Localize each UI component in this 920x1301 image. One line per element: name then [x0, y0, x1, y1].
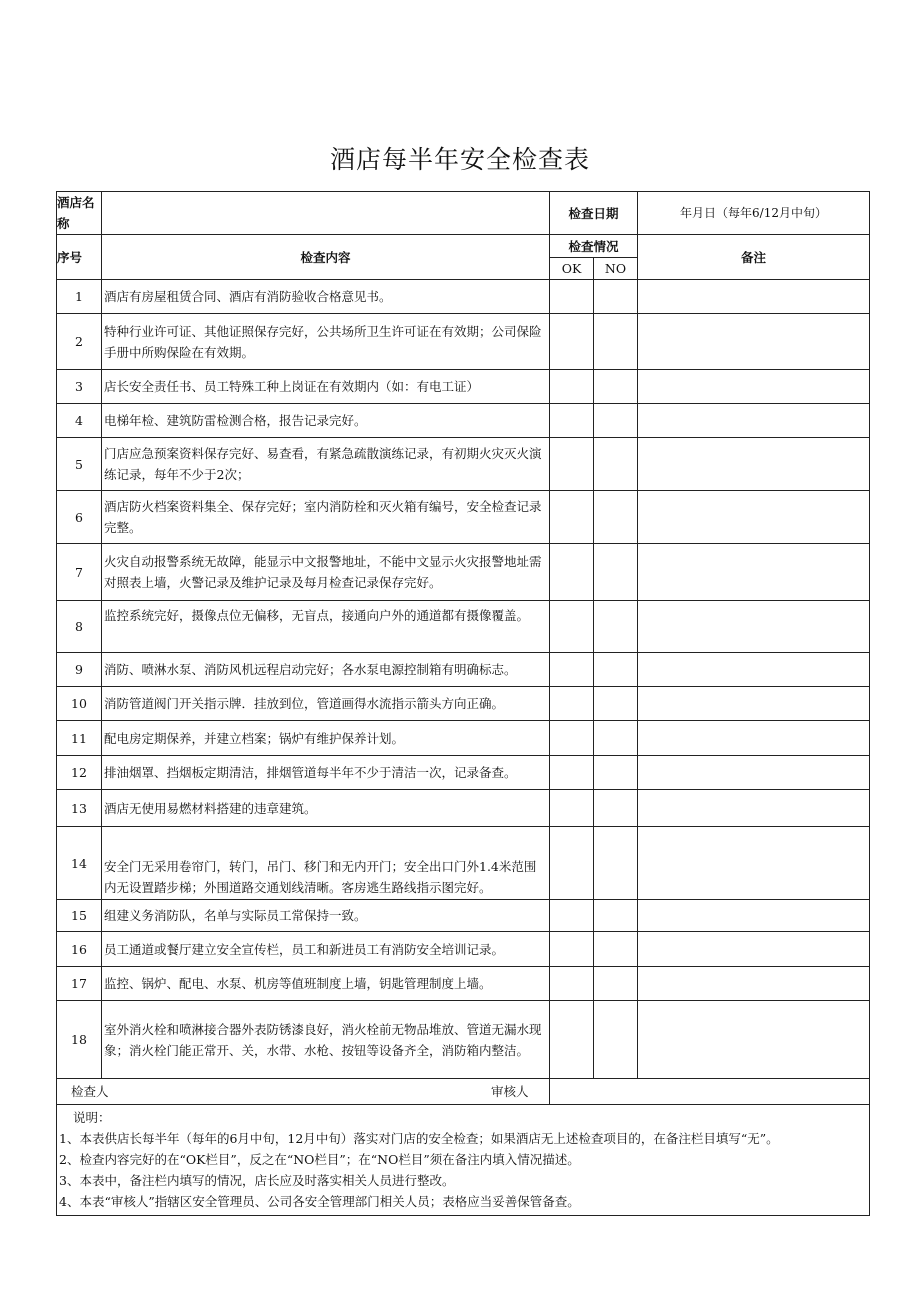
- item-number: 18: [57, 1001, 102, 1079]
- table-row: [57, 900, 870, 932]
- no-cell[interactable]: [594, 756, 638, 790]
- notes-section: [57, 1105, 870, 1216]
- no-cell[interactable]: [594, 967, 638, 1001]
- item-content: 火灾自动报警系统无故障，能显示中文报警地址，不能中文显示火灾报警地址需对照表上墙，火警记录及维护记录及每月检查记录保存完好。: [102, 544, 550, 601]
- remarks-cell[interactable]: [638, 404, 870, 438]
- ok-cell[interactable]: [550, 404, 594, 438]
- note-line: 1、本表供店长每半年（每年的6月中旬，12月中旬）落实对门店的安全检查；如果酒店无上述检查项目的，在备注栏目填写“无”。: [59, 1131, 779, 1146]
- no-cell[interactable]: [594, 1001, 638, 1079]
- remarks-cell[interactable]: [638, 827, 870, 900]
- table-row: [57, 827, 870, 900]
- hotel-info-row: [57, 192, 870, 235]
- remarks-cell[interactable]: [638, 900, 870, 932]
- table-row: [57, 687, 870, 721]
- ok-cell[interactable]: [550, 687, 594, 721]
- table-row: [57, 314, 870, 370]
- no-header: NO: [594, 258, 638, 280]
- item-content: 特种行业许可证、其他证照保存完好，公共场所卫生许可证在有效期；公司保险手册中所购保险在有效期。: [102, 314, 550, 370]
- item-content: 员工通道或餐厅建立安全宣传栏，员工和新进员工有消防安全培训记录。: [102, 932, 550, 967]
- hotel-name-label: 酒店名称: [57, 192, 102, 235]
- item-number: 10: [57, 687, 102, 721]
- reviewer-label: 审核人: [491, 1084, 529, 1099]
- ok-cell[interactable]: [550, 790, 594, 827]
- ok-cell[interactable]: [550, 756, 594, 790]
- item-number: 15: [57, 900, 102, 932]
- table-row: [57, 653, 870, 687]
- item-number: 11: [57, 721, 102, 756]
- ok-header: OK: [550, 258, 594, 280]
- item-number: 13: [57, 790, 102, 827]
- item-number: 14: [57, 827, 102, 900]
- no-cell[interactable]: [594, 827, 638, 900]
- remarks-cell[interactable]: [638, 491, 870, 544]
- item-content: 配电房定期保养，并建立档案；锅炉有维护保养计划。: [102, 721, 550, 756]
- note-line: 2、检查内容完好的在“OK栏目”，反之在“NO栏目”；在“NO栏目”须在备注内填入情况描述。: [59, 1152, 580, 1167]
- content-header: 检查内容: [102, 235, 550, 280]
- table-row: [57, 932, 870, 967]
- item-number: 3: [57, 370, 102, 404]
- remarks-cell[interactable]: [638, 932, 870, 967]
- item-content: 消防、喷淋水泵、消防风机远程启动完好；各水泵电源控制箱有明确标志。: [102, 653, 550, 687]
- note-line: 3、本表中，备注栏内填写的情况，店长应及时落实相关人员进行整改。: [59, 1173, 455, 1188]
- item-content: 电梯年检、建筑防雷检测合格，报告记录完好。: [102, 404, 550, 438]
- item-content: 酒店有房屋租赁合同、酒店有消防验收合格意见书。: [102, 280, 550, 314]
- remarks-cell[interactable]: [638, 967, 870, 1001]
- hotel-name-field[interactable]: [102, 192, 550, 235]
- table-row: [57, 370, 870, 404]
- no-cell[interactable]: [594, 370, 638, 404]
- item-content: 酒店防火档案资料集全、保存完好；室内消防栓和灭火箱有编号，安全检查记录完整。: [102, 491, 550, 544]
- no-cell[interactable]: [594, 438, 638, 491]
- ok-cell[interactable]: [550, 900, 594, 932]
- item-number: 2: [57, 314, 102, 370]
- notes-title: 说明：: [73, 1110, 111, 1125]
- item-content: 门店应急预案资料保存完好、易查看，有紧急疏散演练记录，有初期火灾灭火演练记录，每年不少于2次；: [102, 438, 550, 491]
- remarks-cell[interactable]: [638, 438, 870, 491]
- table-row: [57, 404, 870, 438]
- item-content: 排油烟罩、挡烟板定期清洁，排烟管道每半年不少于清洁一次，记录备查。: [102, 756, 550, 790]
- ok-cell[interactable]: [550, 601, 594, 653]
- inspector-label: 检查人: [71, 1084, 109, 1099]
- no-cell[interactable]: [594, 314, 638, 370]
- item-number: 6: [57, 491, 102, 544]
- item-content: 组建义务消防队，名单与实际员工常保持一致。: [102, 900, 550, 932]
- signature-row: [57, 1079, 870, 1105]
- signature-cell: [57, 1079, 550, 1105]
- check-date-label: 检查日期: [550, 192, 638, 235]
- no-cell[interactable]: [594, 721, 638, 756]
- notes-row: [57, 1105, 870, 1216]
- ok-cell[interactable]: [550, 280, 594, 314]
- ok-cell[interactable]: [550, 370, 594, 404]
- item-content: 安全门无采用卷帘门，转门，吊门、移门和无内开门；安全出口门外1.4米范围内无设置踏步梯；外围道路交通划线清晰。客房逃生路线指示图完好。: [102, 827, 550, 900]
- item-number: 9: [57, 653, 102, 687]
- no-cell[interactable]: [594, 653, 638, 687]
- table-row: [57, 544, 870, 601]
- note-line: 4、本表“审核人”指辖区安全管理员、公司各安全管理部门相关人员；表格应当妥善保管备查。: [59, 1194, 580, 1209]
- table-row: [57, 790, 870, 827]
- table-row: [57, 967, 870, 1001]
- reviewer-field[interactable]: [550, 1079, 870, 1105]
- item-content: 消防管道阀门开关指示牌．挂放到位，管道画得水流指示箭头方向正确。: [102, 687, 550, 721]
- no-cell[interactable]: [594, 900, 638, 932]
- ok-cell[interactable]: [550, 827, 594, 900]
- item-content: 监控、锅炉、配电、水泵、机房等值班制度上墙，钥匙管理制度上墙。: [102, 967, 550, 1001]
- remarks-cell[interactable]: [638, 756, 870, 790]
- remarks-cell[interactable]: [638, 1001, 870, 1079]
- item-content: 监控系统完好，摄像点位无偏移，无盲点，接通向户外的通道都有摄像覆盖。: [102, 601, 550, 653]
- ok-cell[interactable]: [550, 967, 594, 1001]
- seq-header: 序号: [57, 235, 102, 280]
- item-number: 16: [57, 932, 102, 967]
- remarks-cell[interactable]: [638, 721, 870, 756]
- remarks-cell[interactable]: [638, 790, 870, 827]
- ok-cell[interactable]: [550, 932, 594, 967]
- no-cell[interactable]: [594, 404, 638, 438]
- item-number: 8: [57, 601, 102, 653]
- remarks-cell[interactable]: [638, 601, 870, 653]
- remarks-cell[interactable]: [638, 544, 870, 601]
- table-row: [57, 756, 870, 790]
- table-row: [57, 438, 870, 491]
- table-row: [57, 1001, 870, 1079]
- ok-cell[interactable]: [550, 721, 594, 756]
- no-cell[interactable]: [594, 601, 638, 653]
- item-number: 1: [57, 280, 102, 314]
- no-cell[interactable]: [594, 932, 638, 967]
- table-row: [57, 280, 870, 314]
- no-cell[interactable]: [594, 544, 638, 601]
- item-content: 室外消火栓和喷淋接合器外表防锈漆良好，消火栓前无物品堆放、管道无漏水现象；消火栓门能正常开、关，水带、水枪、按钮等设备齐全，消防箱内整洁。: [102, 1001, 550, 1079]
- no-cell[interactable]: [594, 790, 638, 827]
- no-cell[interactable]: [594, 280, 638, 314]
- table-row: [57, 601, 870, 653]
- remarks-cell[interactable]: [638, 687, 870, 721]
- ok-cell[interactable]: [550, 653, 594, 687]
- item-number: 5: [57, 438, 102, 491]
- item-number: 4: [57, 404, 102, 438]
- check-date-field[interactable]: 年月日（每年6/12月中旬）: [638, 192, 870, 235]
- ok-cell[interactable]: [550, 491, 594, 544]
- ok-cell[interactable]: [550, 438, 594, 491]
- remarks-header: 备注: [638, 235, 870, 280]
- status-header: 检查情况: [550, 235, 638, 258]
- remarks-cell[interactable]: [638, 653, 870, 687]
- ok-cell[interactable]: [550, 314, 594, 370]
- item-content: 酒店无使用易燃材料搭建的违章建筑。: [102, 790, 550, 827]
- item-content: 店长安全责任书、员工特殊工种上岗证在有效期内（如：有电工证）: [102, 370, 550, 404]
- page-title: 酒店每半年安全检查表: [329, 145, 590, 174]
- inspection-table: [56, 191, 870, 1216]
- no-cell[interactable]: [594, 687, 638, 721]
- table-row: [57, 491, 870, 544]
- item-number: 7: [57, 544, 102, 601]
- table-row: [57, 721, 870, 756]
- remarks-cell[interactable]: [638, 280, 870, 314]
- ok-cell[interactable]: [550, 544, 594, 601]
- remarks-cell[interactable]: [638, 370, 870, 404]
- no-cell[interactable]: [594, 491, 638, 544]
- ok-cell[interactable]: [550, 1001, 594, 1079]
- item-number: 17: [57, 967, 102, 1001]
- column-header-row: [57, 235, 870, 258]
- remarks-cell[interactable]: [638, 314, 870, 370]
- item-number: 12: [57, 756, 102, 790]
